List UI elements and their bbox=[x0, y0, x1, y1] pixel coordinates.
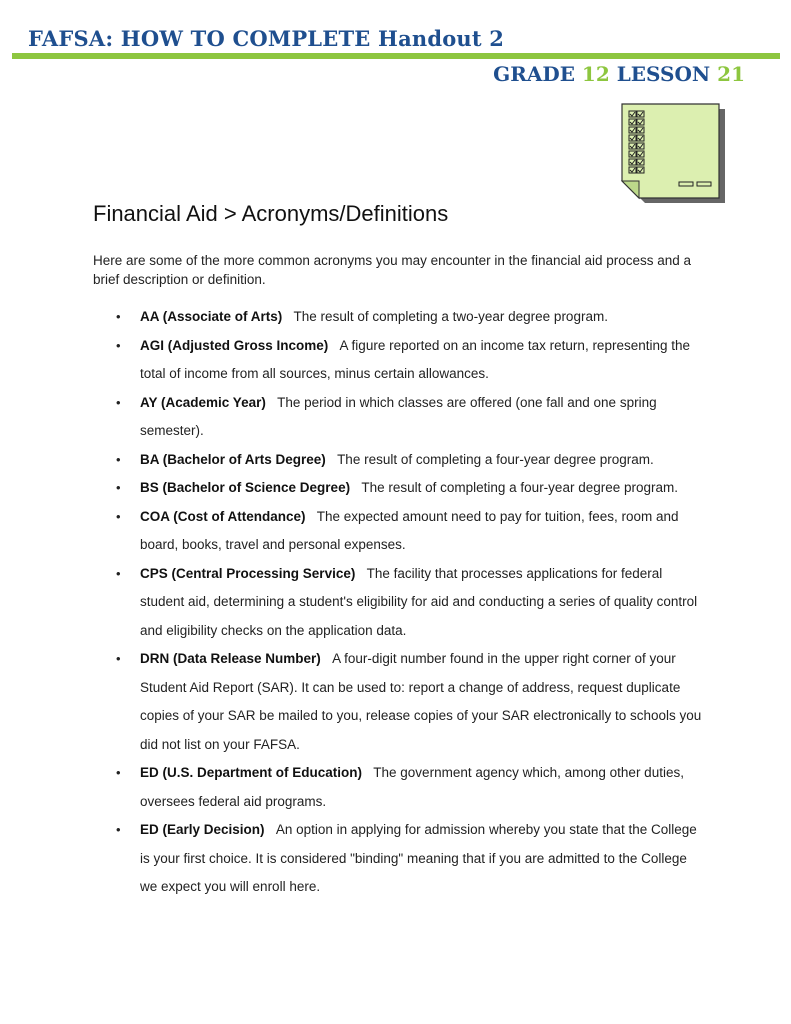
grade-label: GRADE bbox=[493, 62, 575, 86]
page-title: Financial Aid > Acronyms/Definitions bbox=[93, 201, 449, 226]
definition-term: BS (Bachelor of Science Degree) bbox=[140, 480, 351, 495]
list-item bbox=[116, 389, 706, 446]
checklist-note-icon bbox=[619, 103, 731, 207]
definition-term: AY (Academic Year) bbox=[140, 394, 266, 410]
definitions-list bbox=[116, 303, 706, 902]
definition-term: AA (Associate of Arts) bbox=[140, 309, 283, 324]
lesson-number: 21 bbox=[717, 62, 745, 86]
bullet-icon: • bbox=[116, 822, 121, 837]
bullet-icon: • bbox=[116, 394, 121, 410]
bullet-icon: • bbox=[116, 480, 121, 495]
bullet-icon: • bbox=[116, 765, 121, 780]
list-item bbox=[116, 446, 706, 475]
list-item bbox=[116, 816, 706, 902]
lesson-label: LESSON bbox=[616, 62, 711, 86]
definition-term: COA (Cost of Attendance) bbox=[140, 508, 306, 524]
definition-text: The result of completing a two-year degree program. bbox=[293, 309, 608, 324]
definition-text: An option in applying for admission whereby you state that the College is your first choice. It is considered "binding" meaning that if you are admitted to the College we expect you will enroll here. bbox=[140, 822, 697, 894]
list-item bbox=[116, 759, 706, 816]
definition-term: CPS (Central Processing Service) bbox=[140, 565, 356, 581]
list-item bbox=[116, 303, 706, 332]
bullet-icon: • bbox=[116, 337, 121, 353]
grade-lesson-label bbox=[493, 62, 745, 86]
list-item bbox=[116, 560, 706, 646]
definition-text: The government agency which, among other duties, oversees federal aid programs. bbox=[140, 765, 684, 809]
definition-text: The period in which classes are offered (one fall and one spring semester). bbox=[140, 394, 657, 438]
definition-text: A four-digit number found in the upper right corner of your Student Aid Report (SAR). It can be used to: report a change of address, request duplicate copies of your SAR be mailed to you, release copies of your SAR electronically to schools you did not list on your FAFSA. bbox=[140, 651, 702, 752]
definition-text: A figure reported on an income tax return, representing the total of income from all sources, minus certain allowances. bbox=[140, 337, 691, 381]
bullet-icon: • bbox=[116, 451, 121, 467]
definition-term: DRN (Data Release Number) bbox=[140, 651, 321, 666]
definition-term: ED (U.S. Department of Education) bbox=[140, 765, 363, 780]
intro-paragraph: Here are some of the more common acronyms you may encounter in the financial aid process and a brief description or definition. bbox=[93, 253, 692, 287]
bullet-icon: • bbox=[116, 309, 121, 324]
definition-text: The expected amount need to pay for tuition, fees, room and board, books, travel and personal expenses. bbox=[140, 508, 679, 552]
handout-title: FAFSA: HOW TO COMPLETE Handout 2 bbox=[28, 26, 505, 51]
definition-term: AGI (Adjusted Gross Income) bbox=[140, 337, 329, 353]
list-item bbox=[116, 645, 706, 759]
definition-text: The facility that processes applications for federal student aid, determining a student's eligibility for aid and conducting a series of quality control and eligibility checks on the application data. bbox=[140, 565, 698, 638]
definition-text: The result of completing a four-year degree program. bbox=[361, 480, 679, 495]
grade-number: 12 bbox=[581, 62, 610, 86]
bullet-icon: • bbox=[116, 565, 121, 581]
header-divider bbox=[12, 53, 780, 59]
definition-term: BA (Bachelor of Arts Degree) bbox=[140, 451, 326, 467]
bullet-icon: • bbox=[116, 508, 121, 524]
definition-term: ED (Early Decision) bbox=[140, 822, 265, 837]
bullet-icon: • bbox=[116, 651, 121, 666]
list-item bbox=[116, 503, 706, 560]
definition-text: The result of completing a four-year degree program. bbox=[337, 451, 654, 467]
list-item bbox=[116, 474, 706, 503]
list-item bbox=[116, 332, 706, 389]
